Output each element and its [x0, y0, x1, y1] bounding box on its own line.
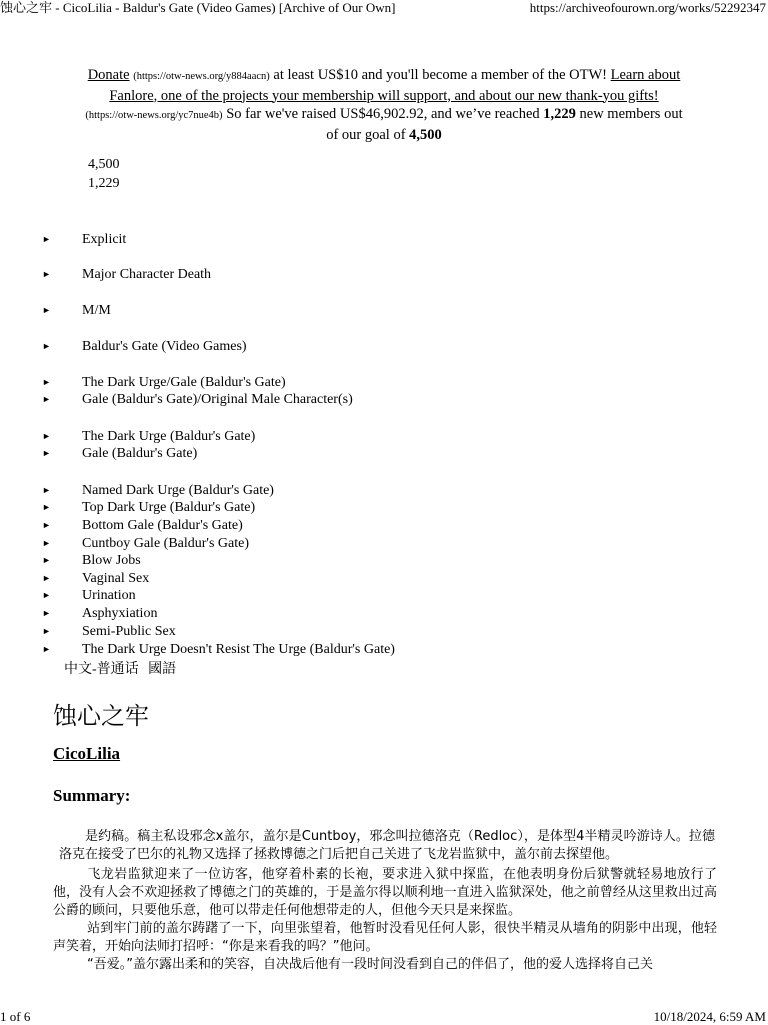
summary-body: 是约稿。稿主私设邪念x盖尔，盖尔是Cuntboy，邪念叫拉德洛克（Redloc），是体型4半精灵吟游诗人。拉德洛克在接受了巴尔的礼物又选择了拯救博德之门后把自己关进了飞龙岩监狱中，盖尔前去探望他。	[59, 829, 715, 862]
language-primary: 中文-普通话	[64, 662, 139, 677]
paragraph-text: 飞龙岩监狱迎来了一位访客，他穿着朴素的长袍，要求进入狱中探监，在他表明身份后狱警就轻易地放行了他，没有人会不欢迎拯救了博德之门的英雄的，于是盖尔得以顺利地一直进入监狱深处，他之前曾经从这里救出过高公爵的顾问，只要他乐意，他可以带走任何他想带走的人，但他今天只是来探监。	[53, 867, 717, 918]
bullet-icon: ►	[42, 538, 51, 548]
author-link[interactable]: CicoLilia	[53, 744, 121, 763]
chapter-paragraph	[53, 920, 717, 956]
donate-text-1: at least US$10 and you'll become a member of the OTW!	[269, 67, 611, 83]
rating-tag[interactable]: Explicit	[82, 232, 127, 247]
bullet-icon: ►	[42, 520, 51, 530]
fandom-tag[interactable]: Baldur's Gate (Video Games)	[82, 339, 247, 354]
freeform-tag[interactable]: Cuntboy Gale (Baldur's Gate)	[82, 536, 249, 551]
learn-fanlore-link[interactable]: Learn about Fanlore, one of the projects your membership will support, and about our new thank-you gifts!	[109, 67, 681, 104]
bullet-icon: ►	[42, 626, 51, 636]
freeform-tag[interactable]: Asphyxiation	[82, 606, 158, 621]
donation-banner	[82, 66, 686, 144]
learn-fanlore-link-url: (https://otw-news.org/yc7nue4b)	[85, 110, 223, 121]
bullet-icon: ►	[42, 644, 51, 654]
freeform-tag[interactable]: The Dark Urge Doesn't Resist The Urge (Baldur's Gate)	[82, 642, 395, 657]
freeform-tag[interactable]: Urination	[82, 588, 136, 603]
members-goal: 4,500	[409, 126, 442, 143]
bullet-icon: ►	[42, 431, 51, 441]
summary-heading: Summary:	[53, 786, 131, 805]
bullet-icon: ►	[42, 305, 51, 315]
print-header-url: https://archiveofourown.org/works/52292347	[529, 0, 766, 15]
bullet-icon: ►	[42, 394, 51, 404]
character-tag[interactable]: The Dark Urge (Baldur's Gate)	[82, 429, 256, 444]
freeform-tag[interactable]: Bottom Gale (Baldur's Gate)	[82, 518, 243, 533]
bullet-icon: ►	[42, 502, 51, 512]
donate-text-2: So far we've raised US$46,902.92, and we’ve reached	[222, 106, 544, 122]
bullet-icon: ►	[42, 573, 51, 583]
print-footer-page: 1 of 6	[0, 1009, 31, 1024]
bullet-icon: ►	[42, 555, 51, 565]
donate-link-url: (https://otw-news.org/y884aacn)	[133, 71, 270, 82]
work-language	[64, 658, 182, 678]
chapter-paragraph	[53, 866, 717, 920]
work-title: 蚀心之牢	[53, 702, 149, 730]
category-tag[interactable]: M/M	[82, 303, 111, 318]
freeform-tag[interactable]: Vaginal Sex	[82, 571, 150, 586]
chapter-paragraph	[53, 956, 717, 974]
bullet-icon: ►	[42, 234, 51, 244]
bullet-icon: ►	[42, 608, 51, 618]
bullet-icon: ►	[42, 269, 51, 279]
relationship-tag[interactable]: The Dark Urge/Gale (Baldur's Gate)	[82, 375, 286, 390]
bullet-icon: ►	[42, 590, 51, 600]
bullet-icon: ►	[42, 377, 51, 387]
goal-count: 4,500	[88, 157, 120, 172]
warning-tag[interactable]: Major Character Death	[82, 267, 212, 282]
summary-text	[53, 828, 715, 864]
donate-text-3: new members out of our goal of	[326, 106, 683, 143]
paragraph-text: 站到牢门前的盖尔踌躇了一下，向里张望着，他暂时没看见任何人影，很快半精灵从墙角的阴影中出现，他轻声笑着，开始向法师打招呼：“你是来看我的吗？”他问。	[53, 921, 717, 954]
character-tag[interactable]: Gale (Baldur's Gate)	[82, 446, 198, 461]
progress-counts	[88, 155, 120, 193]
bullet-icon: ►	[42, 448, 51, 458]
donate-link[interactable]: Donate	[87, 67, 130, 83]
bullet-icon: ►	[42, 341, 51, 351]
print-header-title: 蚀心之牢 - CicoLilia - Baldur's Gate (Video Games) [Archive of Our Own]	[0, 0, 396, 15]
current-count: 1,229	[88, 176, 120, 191]
language-secondary: 國語	[148, 662, 177, 677]
paragraph-text: “吾爱。”盖尔露出柔和的笑容，自决战后他有一段时间没看到自己的伴侣了，他的爱人选择将自己关	[87, 957, 653, 972]
freeform-tag[interactable]: Top Dark Urge (Baldur's Gate)	[82, 500, 256, 515]
freeform-tag[interactable]: Semi-Public Sex	[82, 624, 176, 639]
print-footer-datetime: 10/18/2024, 6:59 AM	[653, 1009, 766, 1024]
bullet-icon: ►	[42, 485, 51, 495]
freeform-tag[interactable]: Named Dark Urge (Baldur's Gate)	[82, 483, 274, 498]
freeform-tag[interactable]: Blow Jobs	[82, 553, 141, 568]
members-count: 1,229	[543, 106, 576, 122]
relationship-tag[interactable]: Gale (Baldur's Gate)/Original Male Character(s)	[82, 392, 353, 407]
